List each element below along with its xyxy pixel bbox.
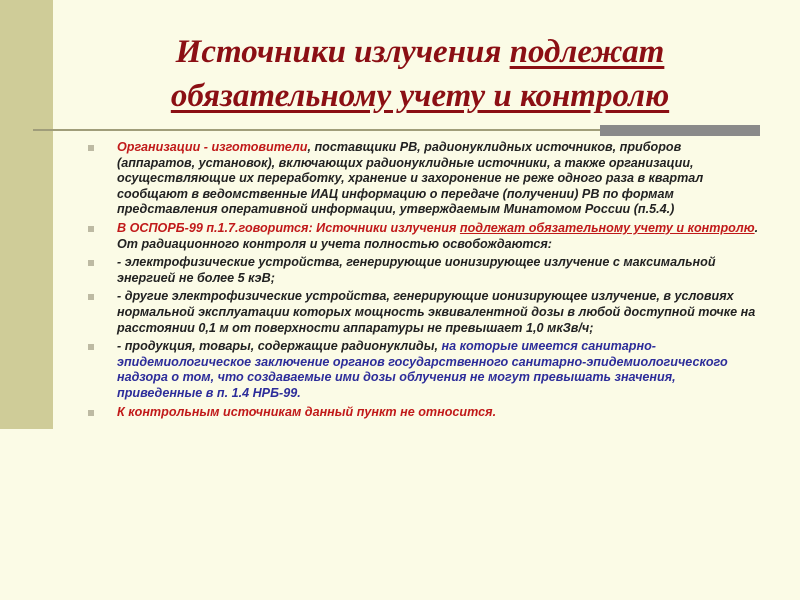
slide-title	[85, 30, 755, 118]
bullet-list	[82, 140, 762, 423]
item-red-underlined-text: подлежат обязательному учету и контролю	[459, 220, 755, 235]
bullet-marker	[88, 294, 94, 300]
list-item-4	[82, 289, 762, 336]
list-item-3	[82, 255, 762, 286]
title-part1: Источники излучения	[175, 34, 510, 70]
left-accent-bar	[0, 0, 53, 429]
title-divider	[33, 129, 600, 131]
list-item-5	[82, 339, 762, 401]
item-text: - электрофизические устройства, генерирующие ионизирующее излучение с максимальной энергией не более 5 кэВ;	[117, 255, 716, 285]
item-red-text: К контрольным источникам данный пункт не относится.	[117, 404, 497, 419]
title-part2: подлежат обязательному учету и контролю	[170, 34, 670, 114]
item-text: . От радиационного контроля и учета полностью освобождаются:	[117, 220, 759, 251]
item-text: - продукция, товары, содержащие радионуклиды,	[117, 339, 442, 354]
list-item-1	[82, 140, 762, 218]
item-red-text: Организации - изготовители	[117, 140, 308, 154]
item-red-text: В ОСПОРБ-99 п.1.7.говорится: Источники излучения	[117, 220, 460, 235]
item-blue-text: на которые имеется санитарно-эпидемиологическое заключение органов государственного санитарно-эпидемиологического надзора о том, что создаваемые ими дозы облучения не могут превышать значения, приведенные в п. 1.4 НРБ-99.	[117, 339, 728, 400]
item-text: - другие электрофизические устройства, генерирующие ионизирующее излучение, в условиях нормальной эксплуатации которых мощность эквивалентной дозы в любой доступной точке на расстоянии 0,1 м от поверхности аппаратуры не превышает 1,0 мкЗв/ч;	[117, 289, 756, 335]
bullet-marker	[88, 410, 94, 416]
bullet-marker	[88, 260, 94, 266]
divider-block	[600, 125, 760, 136]
bullet-marker	[88, 344, 94, 350]
list-item-2	[82, 221, 762, 252]
list-item-6	[82, 405, 762, 421]
bullet-marker	[88, 226, 94, 232]
bullet-marker	[88, 145, 94, 151]
item-text: , поставщики РВ, радионуклидных источников, приборов (аппаратов, установок), включающих радионуклидные источники, а также организации, осуществляющие их переработку, хранение и захоронение не реже одного раза в квартал сообщают в ведомственные ИАЦ информацию о передаче (получении) РВ по формам представления оперативной информации, утверждаемым Минатомом России (п.5.4.)	[117, 140, 704, 217]
